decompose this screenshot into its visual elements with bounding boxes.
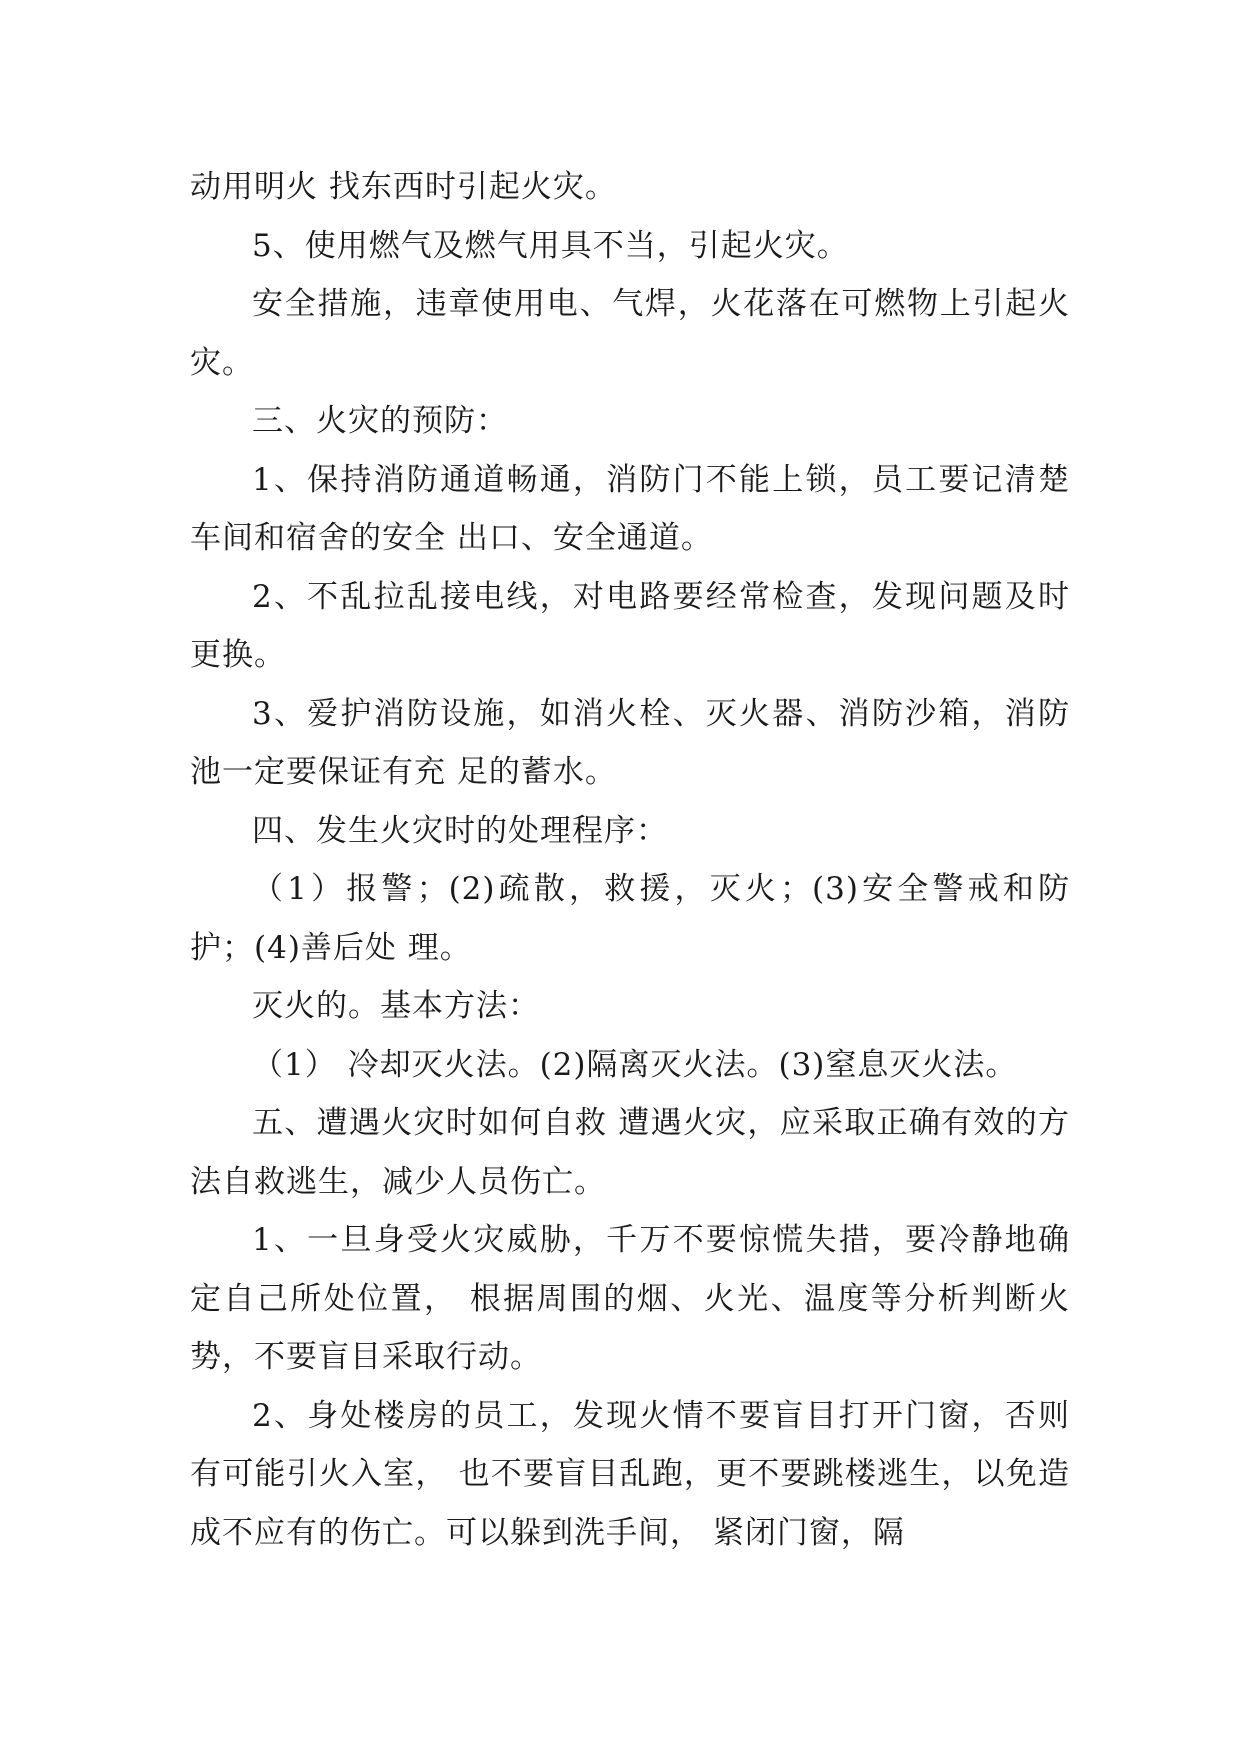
paragraph-2: 5、使用燃气及燃气用具不当，引起火灾。 (252, 227, 849, 264)
paragraph-7: 3、爱护消防设施，如消火栓、灭火器、消防沙箱，消防池一定要保证有充 足的蓄水。 (190, 695, 1070, 790)
section-heading-procedure: 四、发生火灾时的处理程序： (252, 812, 668, 849)
paragraph-14: 2、身处楼房的员工，发现火情不要盲目打开门窗，否则有可能引火入室， 也不要盲目乱跑，更不要跳楼逃生，以免造成不应有的伤亡。可以躲到洗手间， 紧闭门窗，隔 (190, 1397, 1070, 1551)
section-heading-prevention: 三、火灾的预防： (252, 403, 508, 439)
paragraph-6: 2、不乱拉乱接电线，对电路要经常检查，发现问题及时更换。 (190, 578, 1070, 673)
paragraph-11: （1） 冷却灭火法。(2)隔离灭火法。(3)窒息灭火法。 (252, 1046, 1018, 1083)
paragraph-13: 1、一旦身受火灾威胁，千万不要惊慌失措，要冷静地确定自己所处位置， 根据周围的烟、火光、温度等分析判断火势，不要盲目采取行动。 (190, 1222, 1070, 1375)
paragraph-10: 灭火的。基本方法： (252, 988, 540, 1024)
document-body (190, 158, 1070, 1562)
paragraph-9: （1）报警；(2)疏散，救援，灭火；(3)安全警戒和防护；(4)善后处 理。 (190, 871, 1070, 966)
paragraph-1: 动用明火 找东西时引起火灾。 (190, 169, 617, 205)
paragraph-3: 安全措施，违章使用电、气焊，火花落在可燃物上引起火灾。 (190, 286, 1070, 381)
paragraph-5: 1、保持消防通道畅通，消防门不能上锁，员工要记清楚车间和宿舍的安全 出口、安全通道。 (190, 461, 1070, 556)
section-heading-self-rescue: 五、遭遇火灾时如何自救 遭遇火灾，应采取正确有效的方法自救逃生，减少人员伤亡。 (190, 1105, 1070, 1200)
